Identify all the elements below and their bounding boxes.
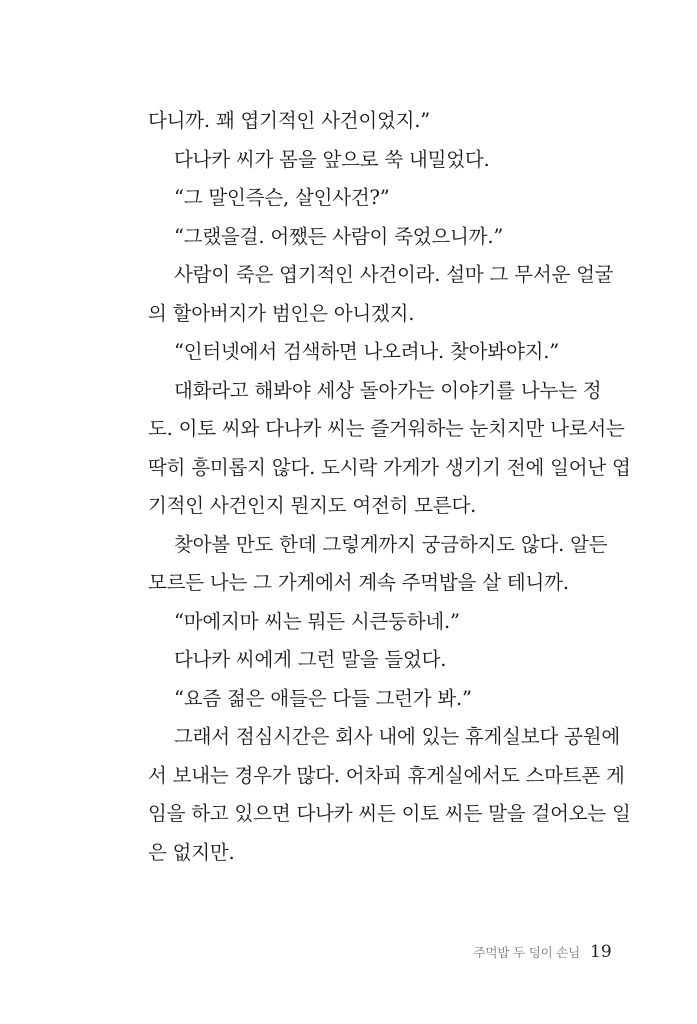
text-line: 찾아볼 만도 한데 그렇게까지 궁금하지도 않다. 알든 [174,533,608,556]
text-line: 다나카 씨가 몸을 앞으로 쑥 내밀었다. [174,148,490,171]
text-line: 기적인 사건인지 뭔지도 여전히 모른다. [148,494,477,517]
text-line: 은 없지만. [148,841,235,864]
text-line: 다니까. 꽤 엽기적인 사건이었지.” [148,109,431,132]
text-line: 임을 하고 있으면 다나카 씨든 이토 씨든 말을 걸어오는 일 [148,802,631,825]
text-line: 딱히 흥미롭지 않다. 도시락 가게가 생기기 전에 일어난 엽 [148,456,631,479]
text-line: 사람이 죽은 엽기적인 사건이라. 설마 그 무서운 얼굴 [174,263,614,286]
text-line: “인터넷에서 검색하면 나오려나. 찾아봐야지.” [174,340,559,363]
page-number: 19 [590,942,612,962]
text-line: 도. 이토 씨와 다나카 씨는 즐거워하는 눈치지만 나로서는 [148,417,625,440]
text-line: 의 할아버지가 범인은 아니겠지. [148,302,415,325]
text-line: 서 보내는 경우가 많다. 어차피 휴게실에서도 스마트폰 게 [148,764,625,787]
text-line: 그래서 점심시간은 회사 내에 있는 휴게실보다 공원에 [174,725,621,748]
text-line: “그랬을걸. 어쨌든 사람이 죽었으니까.” [174,225,504,248]
running-footer-title: 주먹밥 두 덩이 손님 [473,945,580,960]
text-line: “요즘 젊은 애들은 다들 그런가 봐.” [174,687,472,710]
text-line: 모르든 나는 그 가게에서 계속 주먹밥을 살 테니까. [148,571,569,594]
text-line: 다나카 씨에게 그런 말을 들었다. [174,648,447,671]
text-line: “그 말인즉슨, 살인사건?” [174,186,390,209]
text-line: 대화라고 해봐야 세상 돌아가는 이야기를 나누는 정 [174,379,602,402]
text-line: “마에지마 씨는 뭐든 시큰둥하네.” [174,610,460,633]
